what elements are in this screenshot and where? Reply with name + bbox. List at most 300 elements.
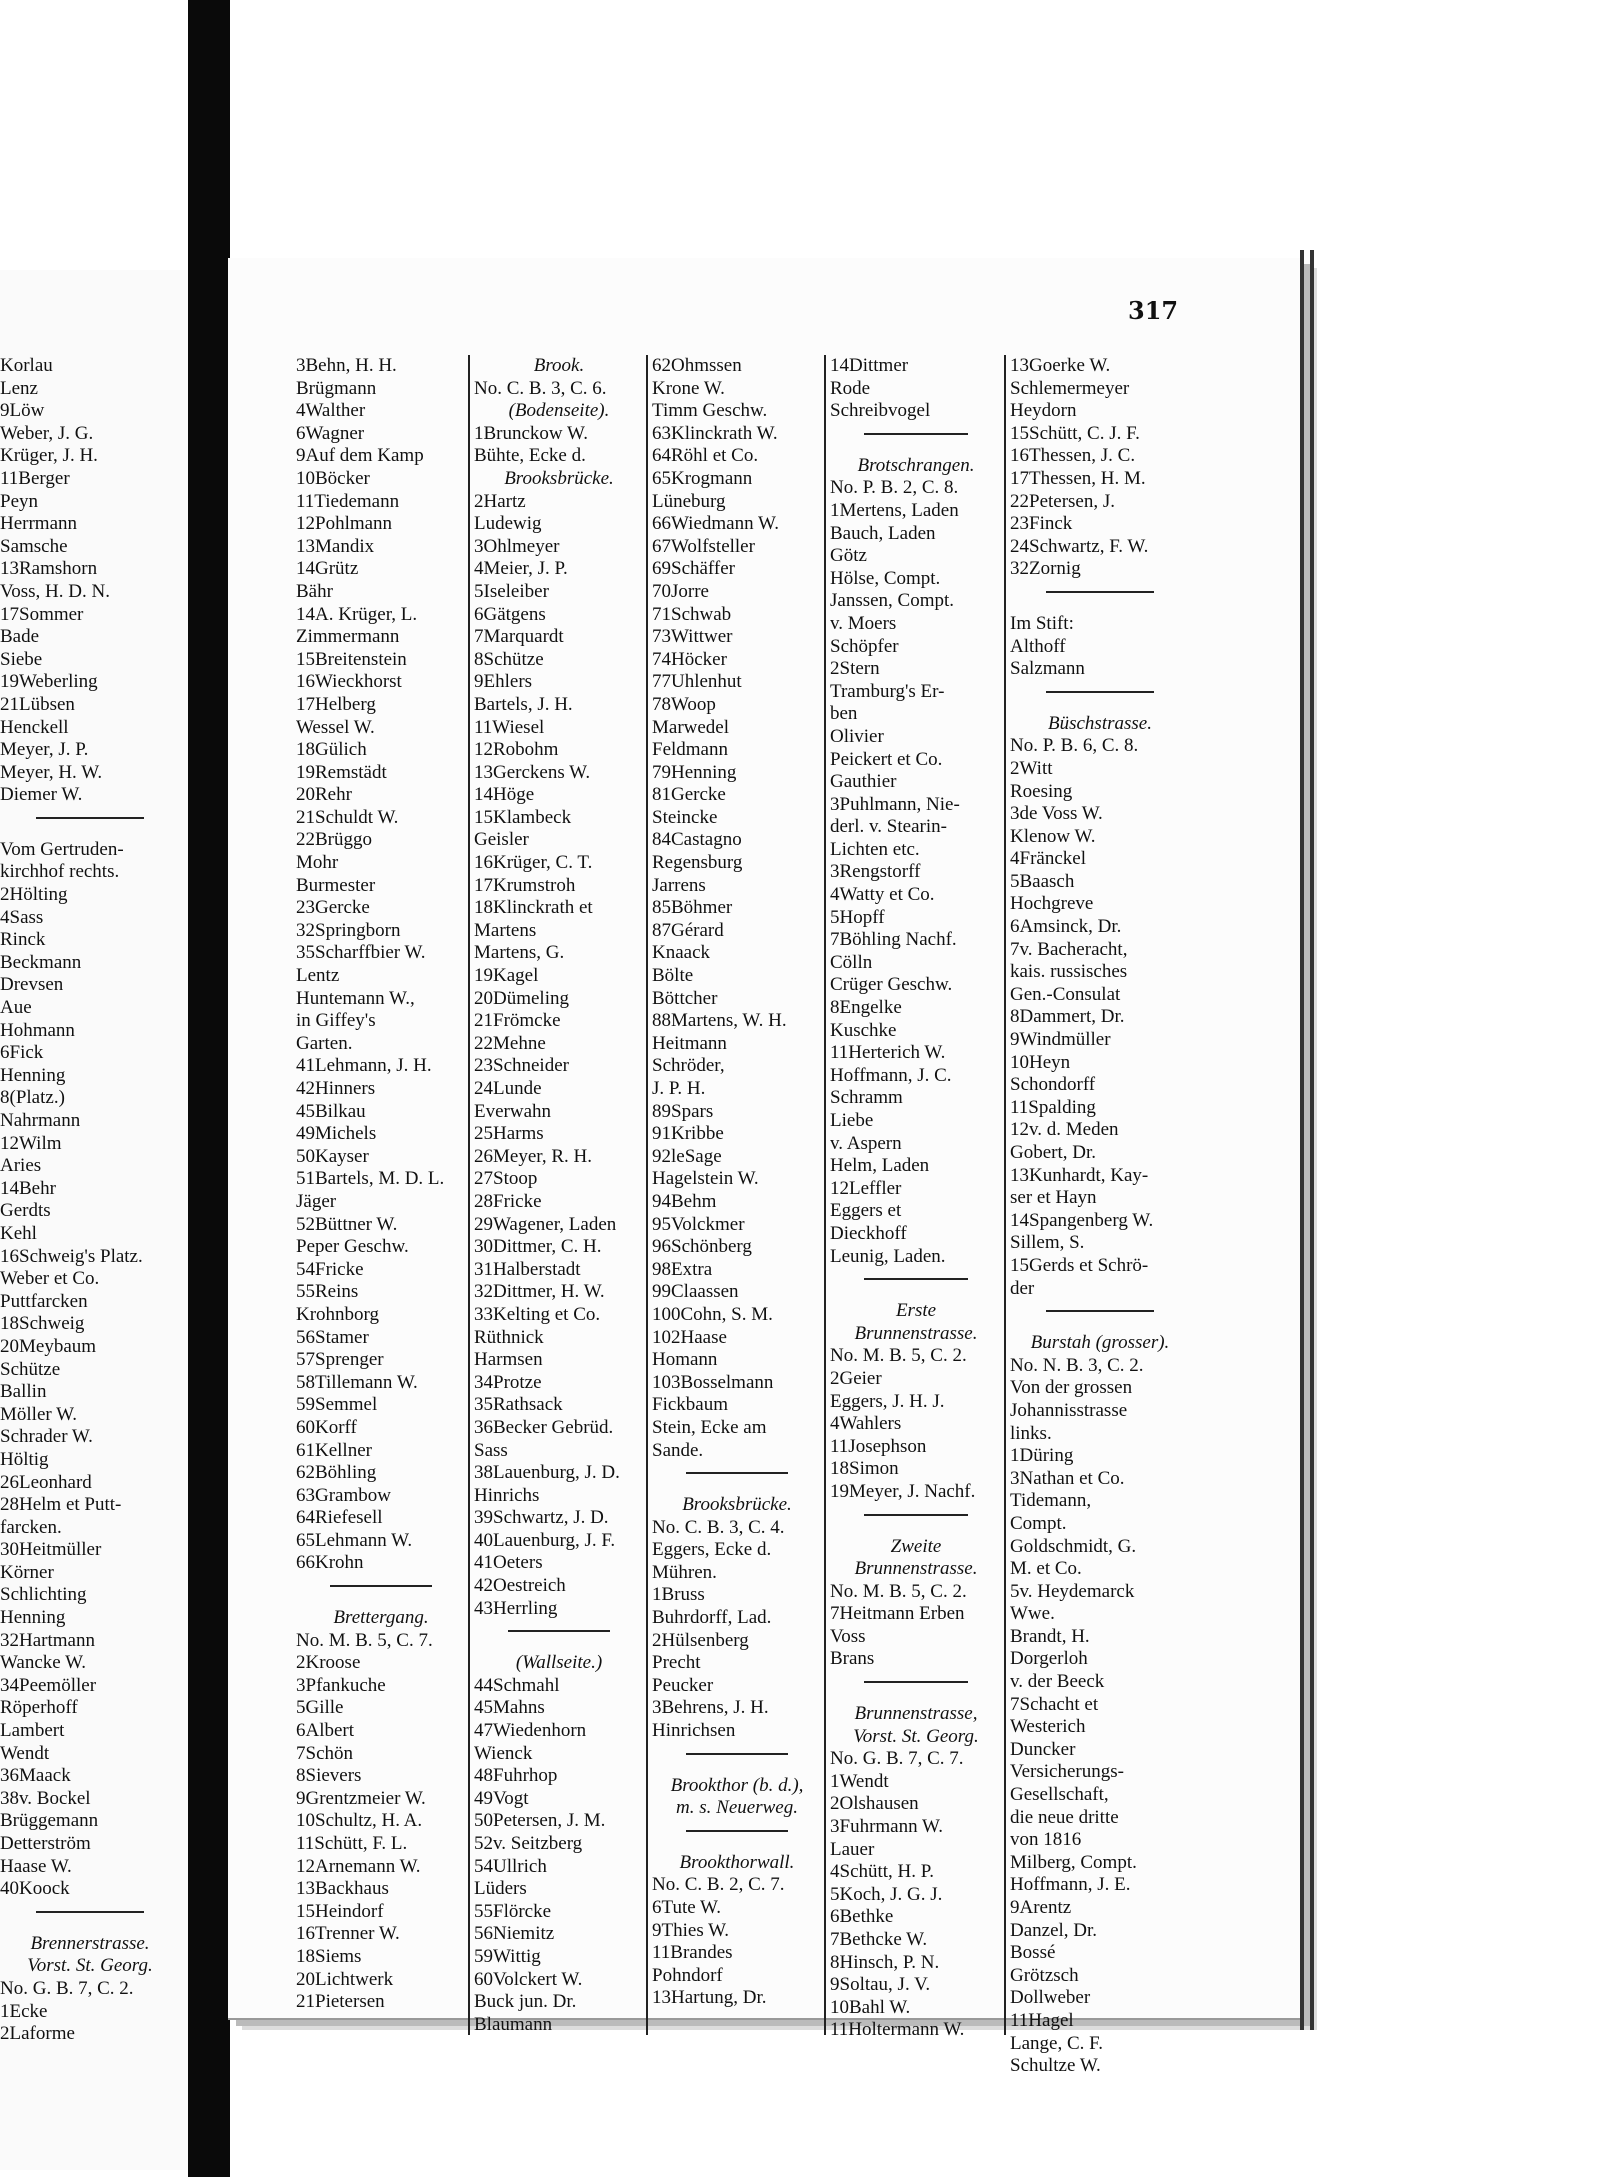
directory-entry: die neue dritte: [1010, 1806, 1119, 1828]
directory-entry: 49Vogt: [474, 1787, 529, 1809]
directory-entry: 58Tillemann W.: [296, 1371, 418, 1393]
directory-entry: Götz: [830, 545, 867, 567]
directory-entry: 4Schütt, H. P.: [830, 1861, 934, 1883]
directory-entry: 19Kagel: [474, 965, 539, 987]
directory-entry: 87Gérard: [652, 919, 724, 941]
directory-entry: Pohndorf: [652, 1964, 723, 1986]
directory-entry: Von der grossen: [1010, 1377, 1133, 1399]
directory-entry: 38v. Bockel: [0, 1787, 91, 1809]
directory-entry: Rode: [830, 377, 871, 399]
directory-entry: 3de Voss W.: [1010, 803, 1103, 825]
directory-entry: 57Sprenger: [296, 1349, 384, 1371]
directory-entry: kirchhof rechts.: [0, 861, 120, 883]
directory-entry: 8Dammert, Dr.: [1010, 1006, 1125, 1028]
directory-entry: Brandt, H.: [1010, 1625, 1090, 1647]
directory-column-3: [652, 355, 822, 2010]
directory-entry: Duncker: [1010, 1738, 1076, 1760]
directory-entry: Weber, J. G.: [0, 422, 94, 444]
directory-entry: Körner: [0, 1561, 54, 1583]
section-divider: [830, 1278, 1002, 1300]
directory-entry: 8(Platz.): [0, 1087, 65, 1109]
directory-entry: 3Behrens, J. H.: [652, 1697, 769, 1719]
directory-entry: Korlau: [0, 355, 53, 376]
book-gutter-binding: [188, 0, 230, 2177]
directory-entry: Lauer: [830, 1838, 875, 1860]
directory-entry: 18Schweig: [0, 1313, 85, 1335]
directory-entry: 71Schwab: [652, 603, 732, 625]
directory-entry: 6Tute W.: [652, 1897, 721, 1918]
directory-entry: 2Witt: [1010, 757, 1053, 779]
directory-entry: Lichten etc.: [830, 838, 920, 860]
directory-entry: 22Mehne: [474, 1032, 546, 1054]
directory-entry: Voss: [830, 1625, 866, 1647]
directory-entry: 36Maack: [0, 1765, 71, 1787]
directory-entry: Bühte, Ecke d.: [474, 445, 586, 467]
directory-entry: Wwe.: [1010, 1603, 1055, 1625]
directory-entry: No. C. B. 3, C. 6.: [474, 377, 607, 399]
directory-entry: Zimmermann: [296, 626, 400, 648]
directory-entry: 13Kunhardt, Kay-: [1010, 1164, 1149, 1186]
directory-entry: Cölln: [830, 951, 873, 973]
directory-entry: 42Hinners: [296, 1078, 376, 1099]
directory-entry: Bölte: [652, 965, 694, 987]
directory-entry: 1Ecke: [0, 2000, 48, 2022]
directory-entry: Buhrdorff, Lad.: [652, 1607, 772, 1629]
directory-entry: Henning: [0, 1064, 66, 1086]
directory-entry: Rinck: [0, 929, 46, 951]
directory-entry: Aries: [0, 1155, 42, 1177]
street-heading: (Wallseite.): [515, 1652, 603, 1674]
directory-entry: Precht: [652, 1652, 701, 1674]
directory-entry: Schlemermeyer: [1010, 377, 1130, 399]
directory-entry: Jäger: [296, 1190, 337, 1212]
street-heading: Brooksbrücke.: [682, 1494, 792, 1516]
directory-entry: Althoff: [1010, 635, 1066, 657]
directory-entry: Detterström: [0, 1833, 91, 1854]
directory-entry: 2Hölting: [0, 884, 68, 906]
directory-entry: Brügmann: [296, 377, 377, 399]
directory-entry: Gen.-Consulat: [1010, 983, 1121, 1005]
directory-entry: 11Holtermann W.: [830, 2019, 965, 2041]
directory-entry: 14Höge: [474, 784, 535, 806]
directory-entry: 15Klambeck: [474, 806, 572, 828]
directory-entry: 2Hülsenberg: [652, 1629, 749, 1651]
directory-entry: Heydorn: [1010, 400, 1077, 422]
directory-entry: 29Wagener, Laden: [474, 1213, 617, 1235]
directory-entry: 50Kayser: [296, 1145, 369, 1167]
street-heading: Brennerstrasse.: [30, 1932, 150, 1954]
directory-entry: Lentz: [296, 965, 340, 987]
directory-entry: 64Röhl et Co.: [652, 445, 759, 467]
directory-entry: 14A. Krüger, L.: [296, 603, 418, 625]
section-divider: [0, 1911, 180, 1933]
directory-entry: 36Becker Gebrüd.: [474, 1416, 614, 1438]
directory-entry: 18Simon: [830, 1458, 899, 1480]
directory-entry: Lange, C. F.: [1010, 2032, 1103, 2054]
directory-entry: Eggers et: [830, 1200, 902, 1222]
directory-entry: Wancke W.: [0, 1652, 87, 1674]
directory-entry: 55Reins: [296, 1281, 359, 1303]
directory-entry: 85Böhmer: [652, 897, 733, 919]
directory-entry: farcken.: [0, 1516, 62, 1538]
directory-entry: 9Thies W.: [652, 1919, 730, 1941]
directory-entry: 11Herterich W.: [830, 1042, 946, 1064]
directory-entry: Krohnborg: [296, 1303, 380, 1325]
directory-entry: No. C. B. 2, C. 7.: [652, 1874, 785, 1896]
directory-entry: Marwedel: [652, 716, 730, 738]
directory-entry: Aue: [0, 997, 32, 1019]
directory-entry: No. P. B. 6, C. 8.: [1010, 735, 1139, 757]
directory-entry: Puttfarcken: [0, 1290, 88, 1312]
directory-entry: 5Baasch: [1010, 870, 1075, 892]
directory-entry: 4Watty et Co.: [830, 884, 935, 906]
directory-entry: 62Ohmssen: [652, 355, 742, 376]
directory-entry: Bade: [0, 626, 40, 648]
column-divider: [646, 355, 648, 2035]
section-divider: [652, 1472, 822, 1494]
directory-entry: 16Thessen, J. C.: [1010, 445, 1136, 467]
directory-entry: Wendt: [0, 1742, 50, 1764]
directory-entry: 5Gille: [296, 1697, 344, 1719]
directory-entry: 5v. Heydemarck: [1010, 1580, 1135, 1602]
directory-entry: Lenz: [0, 377, 38, 399]
directory-entry: 52Büttner W.: [296, 1213, 398, 1235]
directory-entry: 96Schönberg: [652, 1236, 752, 1258]
left-page-column: [0, 355, 180, 2046]
directory-entry: 103Bosselmann: [652, 1371, 774, 1393]
directory-entry: 3Puhlmann, Nie-: [830, 793, 960, 815]
directory-entry: 18Klinckrath et: [474, 897, 593, 919]
directory-entry: 49Michels: [296, 1123, 377, 1145]
directory-entry: 9Windmüller: [1010, 1029, 1111, 1051]
directory-entry: 9Arentz: [1010, 1897, 1072, 1918]
directory-entry: 65Lehmann W.: [296, 1529, 413, 1551]
directory-entry: ser et Hayn: [1010, 1187, 1097, 1209]
directory-entry: 12Pohlmann: [296, 513, 393, 535]
directory-entry: 73Wittwer: [652, 626, 733, 648]
directory-entry: 9Soltau, J. V.: [830, 1974, 931, 1996]
directory-entry: 6Amsinck, Dr.: [1010, 916, 1122, 938]
directory-entry: Beckmann: [0, 951, 82, 973]
directory-entry: 13Gerckens W.: [474, 761, 591, 783]
directory-entry: 10Schultz, H. A.: [296, 1810, 423, 1832]
directory-entry: Siebe: [0, 648, 43, 670]
directory-entry: Brans: [830, 1648, 875, 1670]
directory-entry: Bartels, J. H.: [474, 693, 573, 715]
directory-entry: Peucker: [652, 1674, 714, 1696]
directory-entry: Schultze W.: [1010, 2055, 1101, 2077]
directory-entry: Regensburg: [652, 852, 743, 874]
directory-entry: 35Rathsack: [474, 1394, 563, 1416]
directory-entry: 2Kroose: [296, 1652, 361, 1674]
directory-entry: Rüthnick: [474, 1326, 544, 1348]
directory-entry: 3Ohlmeyer: [474, 535, 560, 557]
directory-entry: Peickert et Co.: [830, 748, 943, 770]
directory-entry: 4Wahlers: [830, 1413, 902, 1435]
directory-entry: 20Meybaum: [0, 1335, 97, 1357]
directory-entry: 99Claassen: [652, 1281, 739, 1303]
directory-entry: Brüggemann: [0, 1810, 99, 1832]
directory-entry: 6Bethke: [830, 1906, 894, 1928]
directory-entry: Goldschmidt, G.: [1010, 1535, 1137, 1557]
directory-entry: Martens, G.: [474, 942, 565, 964]
directory-entry: links.: [1010, 1422, 1052, 1444]
page-number: 317: [1128, 296, 1179, 325]
directory-entry: 11Josephson: [830, 1435, 927, 1457]
directory-entry: 21Frömcke: [474, 1010, 561, 1032]
directory-entry: 41Oeters: [474, 1552, 543, 1574]
directory-entry: Dollweber: [1010, 1987, 1091, 2009]
directory-entry: Krüger, J. H.: [0, 445, 98, 467]
directory-entry: Geisler: [474, 829, 529, 851]
directory-entry: Lüneburg: [652, 490, 726, 512]
directory-entry: Ballin: [0, 1381, 47, 1403]
directory-entry: Schrader W.: [0, 1426, 93, 1448]
directory-entry: Im Stift:: [1010, 612, 1074, 634]
directory-entry: Feldmann: [652, 739, 728, 761]
directory-entry: Peyn: [0, 490, 38, 512]
section-divider: [1010, 591, 1190, 613]
directory-entry: Crüger Geschw.: [830, 974, 953, 996]
directory-entry: 6Fick: [0, 1042, 44, 1064]
directory-entry: 14Spangenberg W.: [1010, 1209, 1154, 1231]
directory-entry: 23Schneider: [474, 1055, 569, 1077]
directory-entry: 12Leffler: [830, 1177, 902, 1199]
directory-entry: 21Schuldt W.: [296, 806, 399, 828]
directory-entry: Böttcher: [652, 987, 718, 1009]
directory-entry: 11Brandes: [652, 1942, 733, 1964]
directory-entry: Diemer W.: [0, 784, 83, 806]
directory-entry: Liebe: [830, 1110, 874, 1131]
directory-entry: Henning: [0, 1607, 66, 1629]
directory-entry: 7Schön: [296, 1742, 353, 1764]
directory-entry: Klenow W.: [1010, 825, 1096, 847]
directory-entry: Burmester: [296, 874, 376, 896]
directory-entry: Milberg, Compt.: [1010, 1851, 1137, 1873]
directory-entry: 11Wiesel: [474, 716, 545, 738]
directory-entry: 20Dümeling: [474, 987, 569, 1009]
directory-entry: 19Remstädt: [296, 761, 387, 783]
directory-entry: 77Uhlenhut: [652, 671, 742, 693]
directory-entry: Westerich: [1010, 1716, 1086, 1738]
directory-entry: Bauch, Laden: [830, 522, 936, 544]
directory-entry: Eggers, Ecke d.: [652, 1539, 772, 1561]
directory-entry: 15Heindorf: [296, 1900, 384, 1922]
directory-entry: 7Heitmann Erben: [830, 1603, 965, 1625]
directory-entry: 62Böhling: [296, 1462, 377, 1484]
column-divider: [468, 355, 470, 2035]
directory-entry: Harmsen: [474, 1349, 543, 1371]
page-edge-1: [1300, 250, 1304, 2030]
directory-entry: Dieckhoff: [830, 1222, 907, 1244]
directory-entry: 52v. Seitzberg: [474, 1833, 583, 1854]
directory-entry: 42Oestreich: [474, 1575, 566, 1597]
directory-entry: 15Gerds et Schrö-: [1010, 1254, 1149, 1276]
directory-entry: Vom Gertruden-: [0, 838, 124, 860]
directory-entry: 13Mandix: [296, 535, 375, 557]
directory-entry: 10Böcker: [296, 467, 370, 489]
directory-entry: 70Jorre: [652, 580, 709, 602]
directory-column-1: [296, 355, 466, 2014]
directory-entry: 9Ehlers: [474, 671, 533, 693]
directory-entry: Tidemann,: [1010, 1490, 1092, 1512]
directory-entry: 47Wiedenhorn: [474, 1720, 587, 1742]
directory-entry: Schöpfer: [830, 635, 899, 657]
directory-entry: Huntemann W.,: [296, 987, 415, 1009]
directory-entry: Kehl: [0, 1222, 37, 1244]
directory-entry: 60Korff: [296, 1416, 357, 1438]
directory-entry: in Giffey's: [296, 1010, 376, 1032]
directory-entry: 38Lauenburg, J. D.: [474, 1462, 620, 1484]
directory-entry: Janssen, Compt.: [830, 590, 955, 612]
directory-entry: No. M. B. 5, C. 2.: [830, 1345, 967, 1367]
directory-entry: Mühren.: [652, 1561, 717, 1583]
directory-entry: 60Volckert W.: [474, 1968, 583, 1990]
directory-entry: Schlichting: [0, 1584, 87, 1606]
section-divider: [1010, 1310, 1190, 1332]
directory-entry: 94Behm: [652, 1190, 717, 1212]
street-heading: Vorst. St. Georg.: [853, 1725, 979, 1747]
directory-entry: No. P. B. 2, C. 8.: [830, 477, 959, 499]
directory-entry: 26Leonhard: [0, 1471, 92, 1493]
directory-entry: Schreibvogel: [830, 400, 931, 422]
directory-entry: Olivier: [830, 725, 884, 747]
directory-entry: 11Tiedemann: [296, 490, 400, 512]
directory-entry: Mohr: [296, 852, 339, 874]
directory-entry: Hölse, Compt.: [830, 567, 941, 589]
directory-entry: 8Engelke: [830, 997, 902, 1019]
directory-entry: Kuschke: [830, 1019, 897, 1041]
directory-entry: 7v. Bacheracht,: [1010, 938, 1128, 960]
directory-entry: 74Höcker: [652, 648, 727, 670]
directory-entry: 40Koock: [0, 1878, 70, 1900]
directory-entry: Heitmann: [652, 1032, 727, 1054]
directory-entry: 10Bahl W.: [830, 1996, 911, 2018]
street-heading: Brettergang.: [333, 1607, 429, 1629]
directory-entry: Schröder,: [652, 1055, 725, 1077]
directory-entry: 3Behn, H. H.: [296, 355, 397, 376]
directory-entry: 66Krohn: [296, 1552, 364, 1574]
directory-entry: Buck jun. Dr.: [474, 1991, 577, 2013]
directory-entry: 31Halberstadt: [474, 1258, 581, 1280]
directory-entry: 28Helm et Putt-: [0, 1494, 122, 1516]
directory-entry: Stein, Ecke am: [652, 1416, 767, 1438]
directory-entry: Schramm: [830, 1087, 903, 1109]
directory-entry: 2Olshausen: [830, 1793, 919, 1815]
directory-entry: 5Iseleiber: [474, 580, 549, 602]
directory-entry: 84Castagno: [652, 829, 742, 851]
directory-entry: 61Kellner: [296, 1439, 372, 1461]
section-divider: [830, 1681, 1002, 1703]
directory-entry: Möller W.: [0, 1403, 78, 1425]
directory-entry: Jarrens: [652, 874, 706, 896]
directory-entry: 24Schwartz, F. W.: [1010, 535, 1149, 557]
section-divider: [652, 1830, 822, 1852]
directory-entry: 1Brunckow W.: [474, 422, 588, 444]
directory-entry: ben: [830, 703, 858, 725]
directory-entry: Hohmann: [0, 1019, 75, 1041]
directory-entry: Hochgreve: [1010, 893, 1094, 915]
directory-entry: Ludewig: [474, 513, 542, 535]
directory-entry: Drevsen: [0, 974, 64, 996]
directory-entry: 16Krüger, C. T.: [474, 852, 593, 874]
directory-entry: J. P. H.: [652, 1078, 706, 1099]
directory-entry: 11Berger: [0, 467, 70, 489]
street-heading: Burstah (grosser).: [1030, 1332, 1170, 1354]
directory-entry: 8Schütze: [474, 648, 544, 670]
directory-entry: 23Gercke: [296, 897, 370, 919]
street-heading: Brunnenstrasse.: [854, 1558, 978, 1580]
directory-entry: 5Hopff: [830, 906, 885, 928]
directory-entry: 17Helberg: [296, 693, 376, 715]
directory-entry: 33Kelting et Co.: [474, 1303, 601, 1325]
directory-entry: Bähr: [296, 580, 333, 602]
directory-entry: 7Schacht et: [1010, 1693, 1099, 1715]
directory-entry: 78Woop: [652, 693, 716, 715]
directory-entry: 2Hartz: [474, 490, 526, 512]
directory-entry: von 1816: [1010, 1829, 1082, 1851]
directory-entry: 20Rehr: [296, 784, 352, 806]
directory-entry: 6Albert: [296, 1720, 355, 1742]
directory-entry: Hinrichs: [474, 1484, 540, 1506]
section-divider: [652, 1753, 822, 1775]
directory-entry: Sillem, S.: [1010, 1232, 1085, 1254]
directory-entry: Gauthier: [830, 771, 897, 793]
directory-entry: kais. russisches: [1010, 961, 1128, 983]
directory-entry: 8Hinsch, P. N.: [830, 1951, 940, 1973]
directory-entry: No. M. B. 5, C. 2.: [830, 1580, 967, 1602]
directory-entry: 11Spalding: [1010, 1096, 1096, 1118]
directory-entry: 100Cohn, S. M.: [652, 1303, 773, 1325]
directory-entry: Höltig: [0, 1448, 49, 1470]
directory-entry: 11Schütt, F. L.: [296, 1833, 408, 1854]
directory-entry: Wessel W.: [296, 716, 375, 738]
directory-entry: No. N. B. 3, C. 2.: [1010, 1354, 1144, 1376]
directory-entry: Leunig, Laden.: [830, 1245, 946, 1267]
directory-entry: 3Fuhrmann W.: [830, 1816, 943, 1838]
directory-entry: 56Niemitz: [474, 1923, 555, 1945]
directory-entry: 24Lunde: [474, 1078, 542, 1099]
directory-entry: 4Sass: [0, 906, 44, 928]
directory-entry: 4Fränckel: [1010, 848, 1086, 870]
page-edge-2: [1310, 250, 1314, 2030]
directory-entry: Hagelstein W.: [652, 1168, 759, 1190]
directory-entry: 81Gercke: [652, 784, 726, 806]
section-divider: [1010, 691, 1190, 713]
directory-entry: 98Extra: [652, 1258, 713, 1280]
directory-entry: 45Bilkau: [296, 1100, 366, 1122]
directory-entry: v. Moers: [830, 612, 897, 634]
directory-entry: 13Ramshorn: [0, 558, 98, 580]
directory-entry: Gerdts: [0, 1200, 51, 1222]
directory-entry: 6Wagner: [296, 422, 365, 444]
directory-entry: 102Haase: [652, 1326, 727, 1348]
directory-entry: Samsche: [0, 535, 68, 557]
street-heading: Vorst. St. Georg.: [27, 1955, 153, 1977]
directory-entry: 14Grütz: [296, 558, 359, 580]
directory-entry: Haase W.: [0, 1855, 72, 1877]
directory-entry: 2Stern: [830, 658, 880, 680]
directory-entry: 1Bruss: [652, 1584, 705, 1606]
directory-entry: 39Schwartz, J. D.: [474, 1507, 609, 1529]
directory-entry: 12v. d. Meden: [1010, 1119, 1119, 1141]
section-divider: [830, 1514, 1002, 1536]
directory-column-5: [1010, 355, 1190, 2078]
directory-entry: Peper Geschw.: [296, 1236, 409, 1258]
street-heading: Erste: [895, 1300, 937, 1322]
directory-entry: 40Lauenburg, J. F.: [474, 1529, 616, 1551]
directory-entry: Garten.: [296, 1032, 353, 1054]
